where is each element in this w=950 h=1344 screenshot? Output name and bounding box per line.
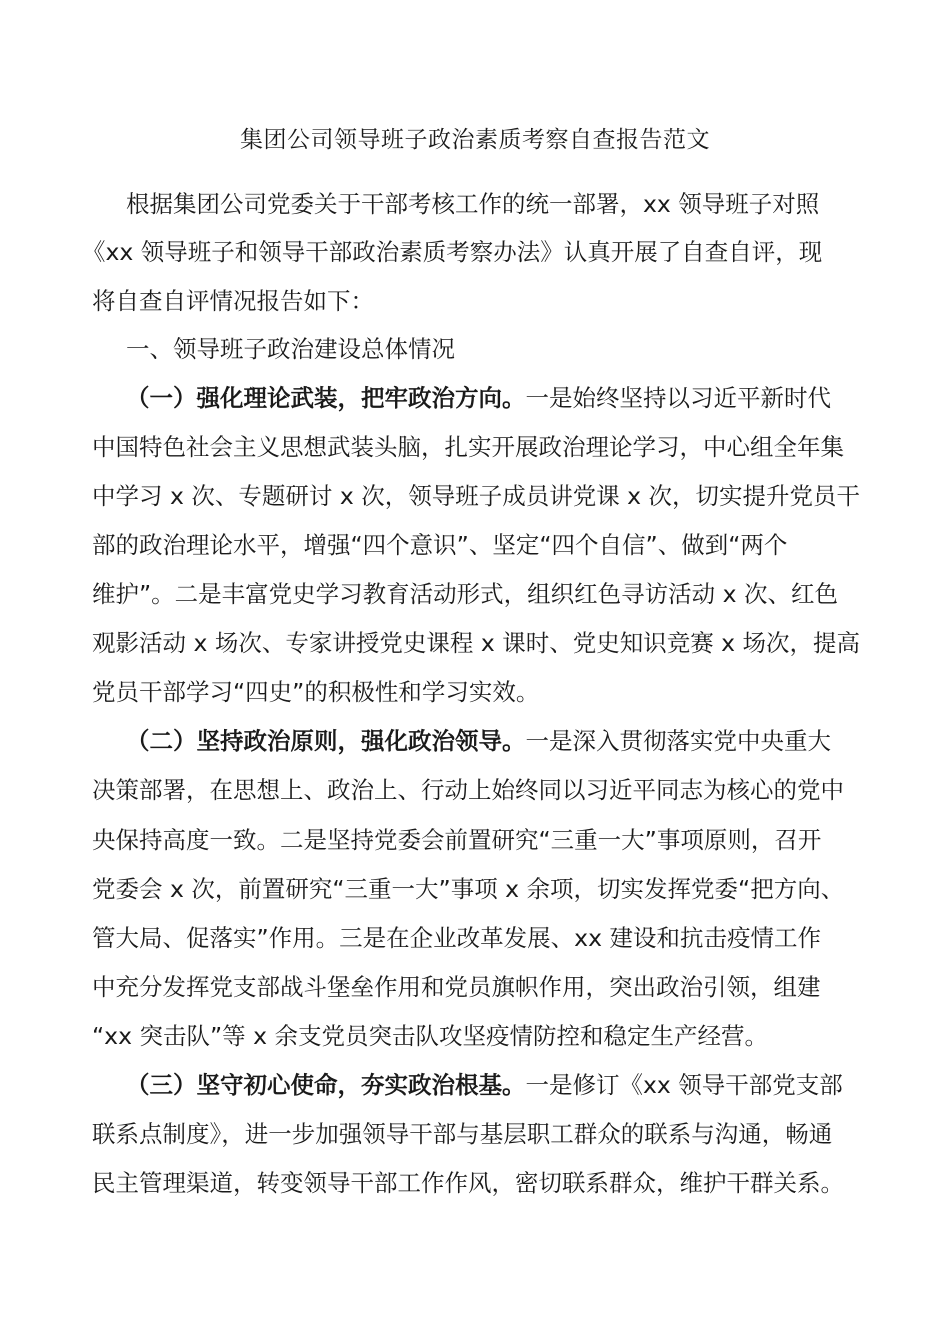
intro-line	[0, 234, 950, 270]
section-heading-text: 一、领导班子政治建设总体情况	[126, 335, 455, 363]
para1-line	[0, 576, 950, 612]
para2-line-text: 党委会 x 次，前置研究“三重一大”事项 x 余项，切实发挥党委“把方向、	[92, 875, 845, 903]
para2-line	[0, 772, 950, 808]
para1-line	[0, 478, 950, 514]
para2-line-text: 央保持高度一致。二是坚持党委会前置研究“三重一大”事项原则，召开	[92, 826, 822, 854]
para1-heading: （一）强化理论武装，把牢政治方向。	[126, 384, 526, 412]
para1-line	[0, 674, 950, 710]
para2-line	[0, 822, 950, 858]
para2-first-line	[0, 723, 950, 759]
intro-line	[0, 283, 950, 319]
para1-line	[0, 527, 950, 563]
para3-first-line	[0, 1067, 950, 1103]
para1-line	[0, 625, 950, 661]
para1-line-text: 维护”。二是丰富党史学习教育活动形式，组织红色寻访活动 x 次、红色	[92, 580, 839, 608]
intro-line-text: 《xx 领导班子和领导干部政治素质考察办法》认真开展了自查自评，现	[82, 238, 823, 266]
para1-line-text: 观影活动 x 场次、专家讲授党史课程 x 课时、党史知识竞赛 x 场次，提高	[92, 629, 861, 657]
para1-line-text: 党员干部学习“四史”的积极性和学习实效。	[92, 678, 540, 706]
para1-line-text: 部的政治理论水平，增强“四个意识”、坚定“四个自信”、做到“两个	[92, 531, 788, 559]
para3-line	[0, 1116, 950, 1152]
para3-heading: （三）坚守初心使命，夯实政治根基。	[126, 1071, 526, 1099]
para2-line	[0, 920, 950, 956]
para1-first-line	[0, 380, 950, 416]
para1-line-text: 中学习 x 次、专题研讨 x 次，领导班子成员讲党课 x 次，切实提升党员干	[92, 482, 861, 510]
para1-line	[0, 429, 950, 465]
intro-line	[0, 186, 950, 222]
para2-line	[0, 871, 950, 907]
intro-line-text: 将自查自评情况报告如下：	[92, 287, 374, 315]
para1-first-line-rest: 一是始终坚持以习近平新时代	[525, 384, 831, 412]
para2-heading: （二）坚持政治原则，强化政治领导。	[126, 727, 526, 755]
para3-line-text: 联系点制度》，进一步加强领导干部与基层职工群众的联系与沟通，畅通	[92, 1120, 833, 1148]
section-heading	[0, 331, 950, 367]
para2-first-line-rest: 一是深入贯彻落实党中央重大	[525, 727, 831, 755]
para2-line-text: 中充分发挥党支部战斗堡垒作用和党员旗帜作用，突出政治引领，组建	[92, 973, 821, 1001]
para3-line-text: 民主管理渠道，转变领导干部工作作风，密切联系群众，维护干群关系。	[92, 1169, 844, 1197]
para2-line-text: 决策部署，在思想上、政治上、行动上始终同以习近平同志为核心的党中	[92, 776, 844, 804]
para2-line-text: “xx 突击队”等 x 余支党员突击队攻坚疫情防控和稳定生产经营。	[92, 1022, 768, 1050]
document-title: 集团公司领导班子政治素质考察自查报告范文	[240, 127, 710, 153]
para2-line	[0, 1018, 950, 1054]
para2-line	[0, 969, 950, 1005]
para2-line-text: 管大局、促落实”作用。三是在企业改革发展、xx 建设和抗击疫情工作	[92, 924, 821, 952]
para3-first-line-rest: 一是修订《xx 领导干部党支部	[525, 1071, 843, 1099]
para1-line-text: 中国特色社会主义思想武装头脑，扎实开展政治理论学习，中心组全年集	[92, 433, 844, 461]
intro-line-text: 根据集团公司党委关于干部考核工作的统一部署，xx 领导班子对照	[126, 190, 820, 218]
para3-line	[0, 1165, 950, 1201]
